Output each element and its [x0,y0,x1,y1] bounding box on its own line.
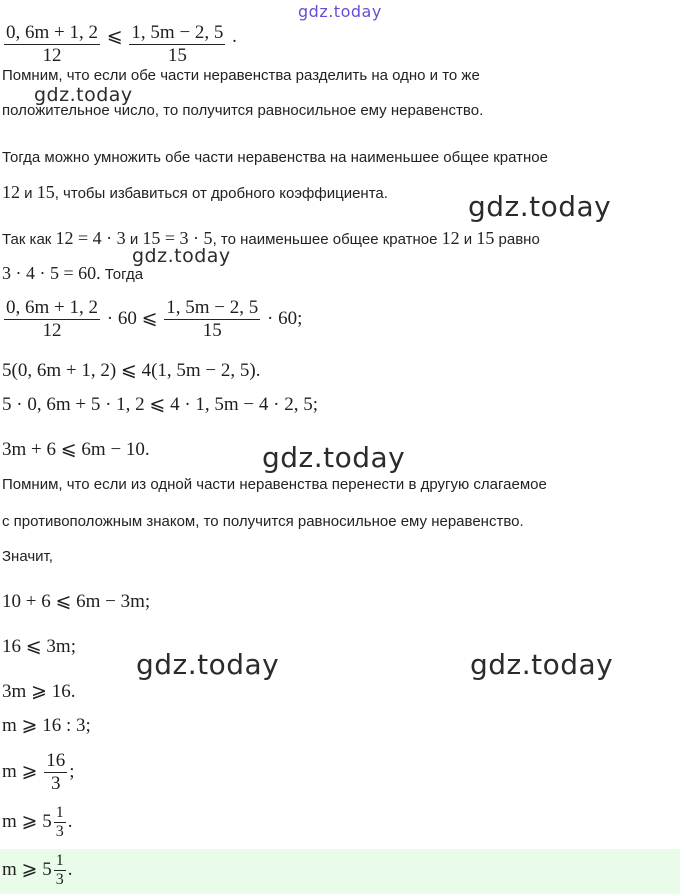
text-span: и [20,185,37,202]
punctuation: . [232,25,237,47]
operator: · 60; [267,307,303,329]
paragraph-text [2,263,143,285]
text-span: равно [494,231,540,248]
math-inline: 15 = 3 · 5 [142,228,213,248]
operator: · 60 ⩽ [106,307,158,329]
math-inline: 12 [2,182,20,202]
denominator: 3 [55,823,64,840]
expression: m ⩾ 5 [2,858,52,880]
inequality-step-6: 16 ⩽ 3m; [2,636,76,657]
fraction-right [129,22,225,66]
math-inline: 12 [441,228,460,248]
watermark: gdz.today [34,84,133,106]
math-inline: 3 · 4 · 5 = 60. [2,263,101,283]
fraction-left [4,297,100,342]
paragraph-text [2,228,540,250]
text-span: , то наименьшее общее кратное [212,231,442,248]
inequality-step-7: 3m ⩾ 16. [2,681,76,702]
paragraph-text: положительное число, то получится равносильное ему неравенство. [2,102,484,119]
fraction [54,804,66,841]
punctuation: ; [69,760,75,782]
text-span: и [125,231,143,248]
fraction-left [4,22,100,66]
fraction [44,750,67,795]
expression: m ⩾ [2,760,38,782]
text-span: Тогда [100,266,144,283]
math-inline: 12 = 4 · 3 [55,228,126,248]
paragraph-text: Помним, что если из одной части неравенства перенести в другую слагаемое [2,476,547,493]
punctuation: . [67,858,73,880]
paragraph-text: Тогда можно умножить обе части неравенства на наименьшее общее кратное [2,149,548,166]
denominator: 12 [42,320,62,341]
inequality-step-2: 5(0, 6m + 1, 2) ⩽ 4(1, 5m − 2, 5). [2,360,261,381]
text-span: Так как [2,231,56,248]
numerator: 16 [46,750,66,771]
inequality-original [2,22,237,66]
watermark-top: gdz.today [298,2,382,21]
inequality-step-4: 3m + 6 ⩽ 6m − 10. [2,439,150,460]
numerator: 0, 6m + 1, 2 [6,22,98,43]
denominator: 3 [50,773,61,794]
inequality-step-3: 5 · 0, 6m + 5 · 1, 2 ⩽ 4 · 1, 5m − 4 · 2, 5; [2,394,318,415]
text-span: , чтобы избавиться от дробного коэффициента. [54,185,388,202]
watermark: gdz.today [132,245,231,267]
inequality-step-9 [2,750,74,795]
denominator: 3 [55,871,64,888]
denominator: 15 [202,320,222,341]
inequality-step-10 [2,804,72,841]
watermark: gdz.today [468,190,612,223]
paragraph-text: Значит, [2,548,53,565]
text-span: и [459,231,477,248]
final-answer [2,852,72,889]
numerator: 1, 5m − 2, 5 [131,22,224,43]
paragraph-text: с противоположным знаком, то получится равносильное ему неравенство. [2,513,524,530]
math-inline: 15 [36,182,55,202]
fraction-right [164,297,260,342]
watermark: gdz.today [470,648,614,681]
inequality-step-1 [2,297,302,342]
punctuation: . [67,810,73,832]
inequality-step-8: m ⩾ 16 : 3; [2,715,91,736]
paragraph-text [2,182,388,204]
numerator: 1 [55,804,64,821]
inequality-step-5: 10 + 6 ⩽ 6m − 3m; [2,591,151,612]
math-inline: 15 [476,228,495,248]
denominator: 12 [42,45,62,66]
answer-highlight [0,849,680,894]
watermark: gdz.today [262,441,406,474]
paragraph-text: Помним, что если обе части неравенства разделить на одно и то же [2,67,480,84]
expression: m ⩾ 5 [2,810,52,832]
numerator: 0, 6m + 1, 2 [6,297,98,318]
numerator: 1 [55,852,64,869]
relation: ⩽ [106,25,123,47]
numerator: 1, 5m − 2, 5 [166,297,259,318]
fraction [54,852,66,889]
watermark: gdz.today [136,648,280,681]
denominator: 15 [167,45,187,66]
